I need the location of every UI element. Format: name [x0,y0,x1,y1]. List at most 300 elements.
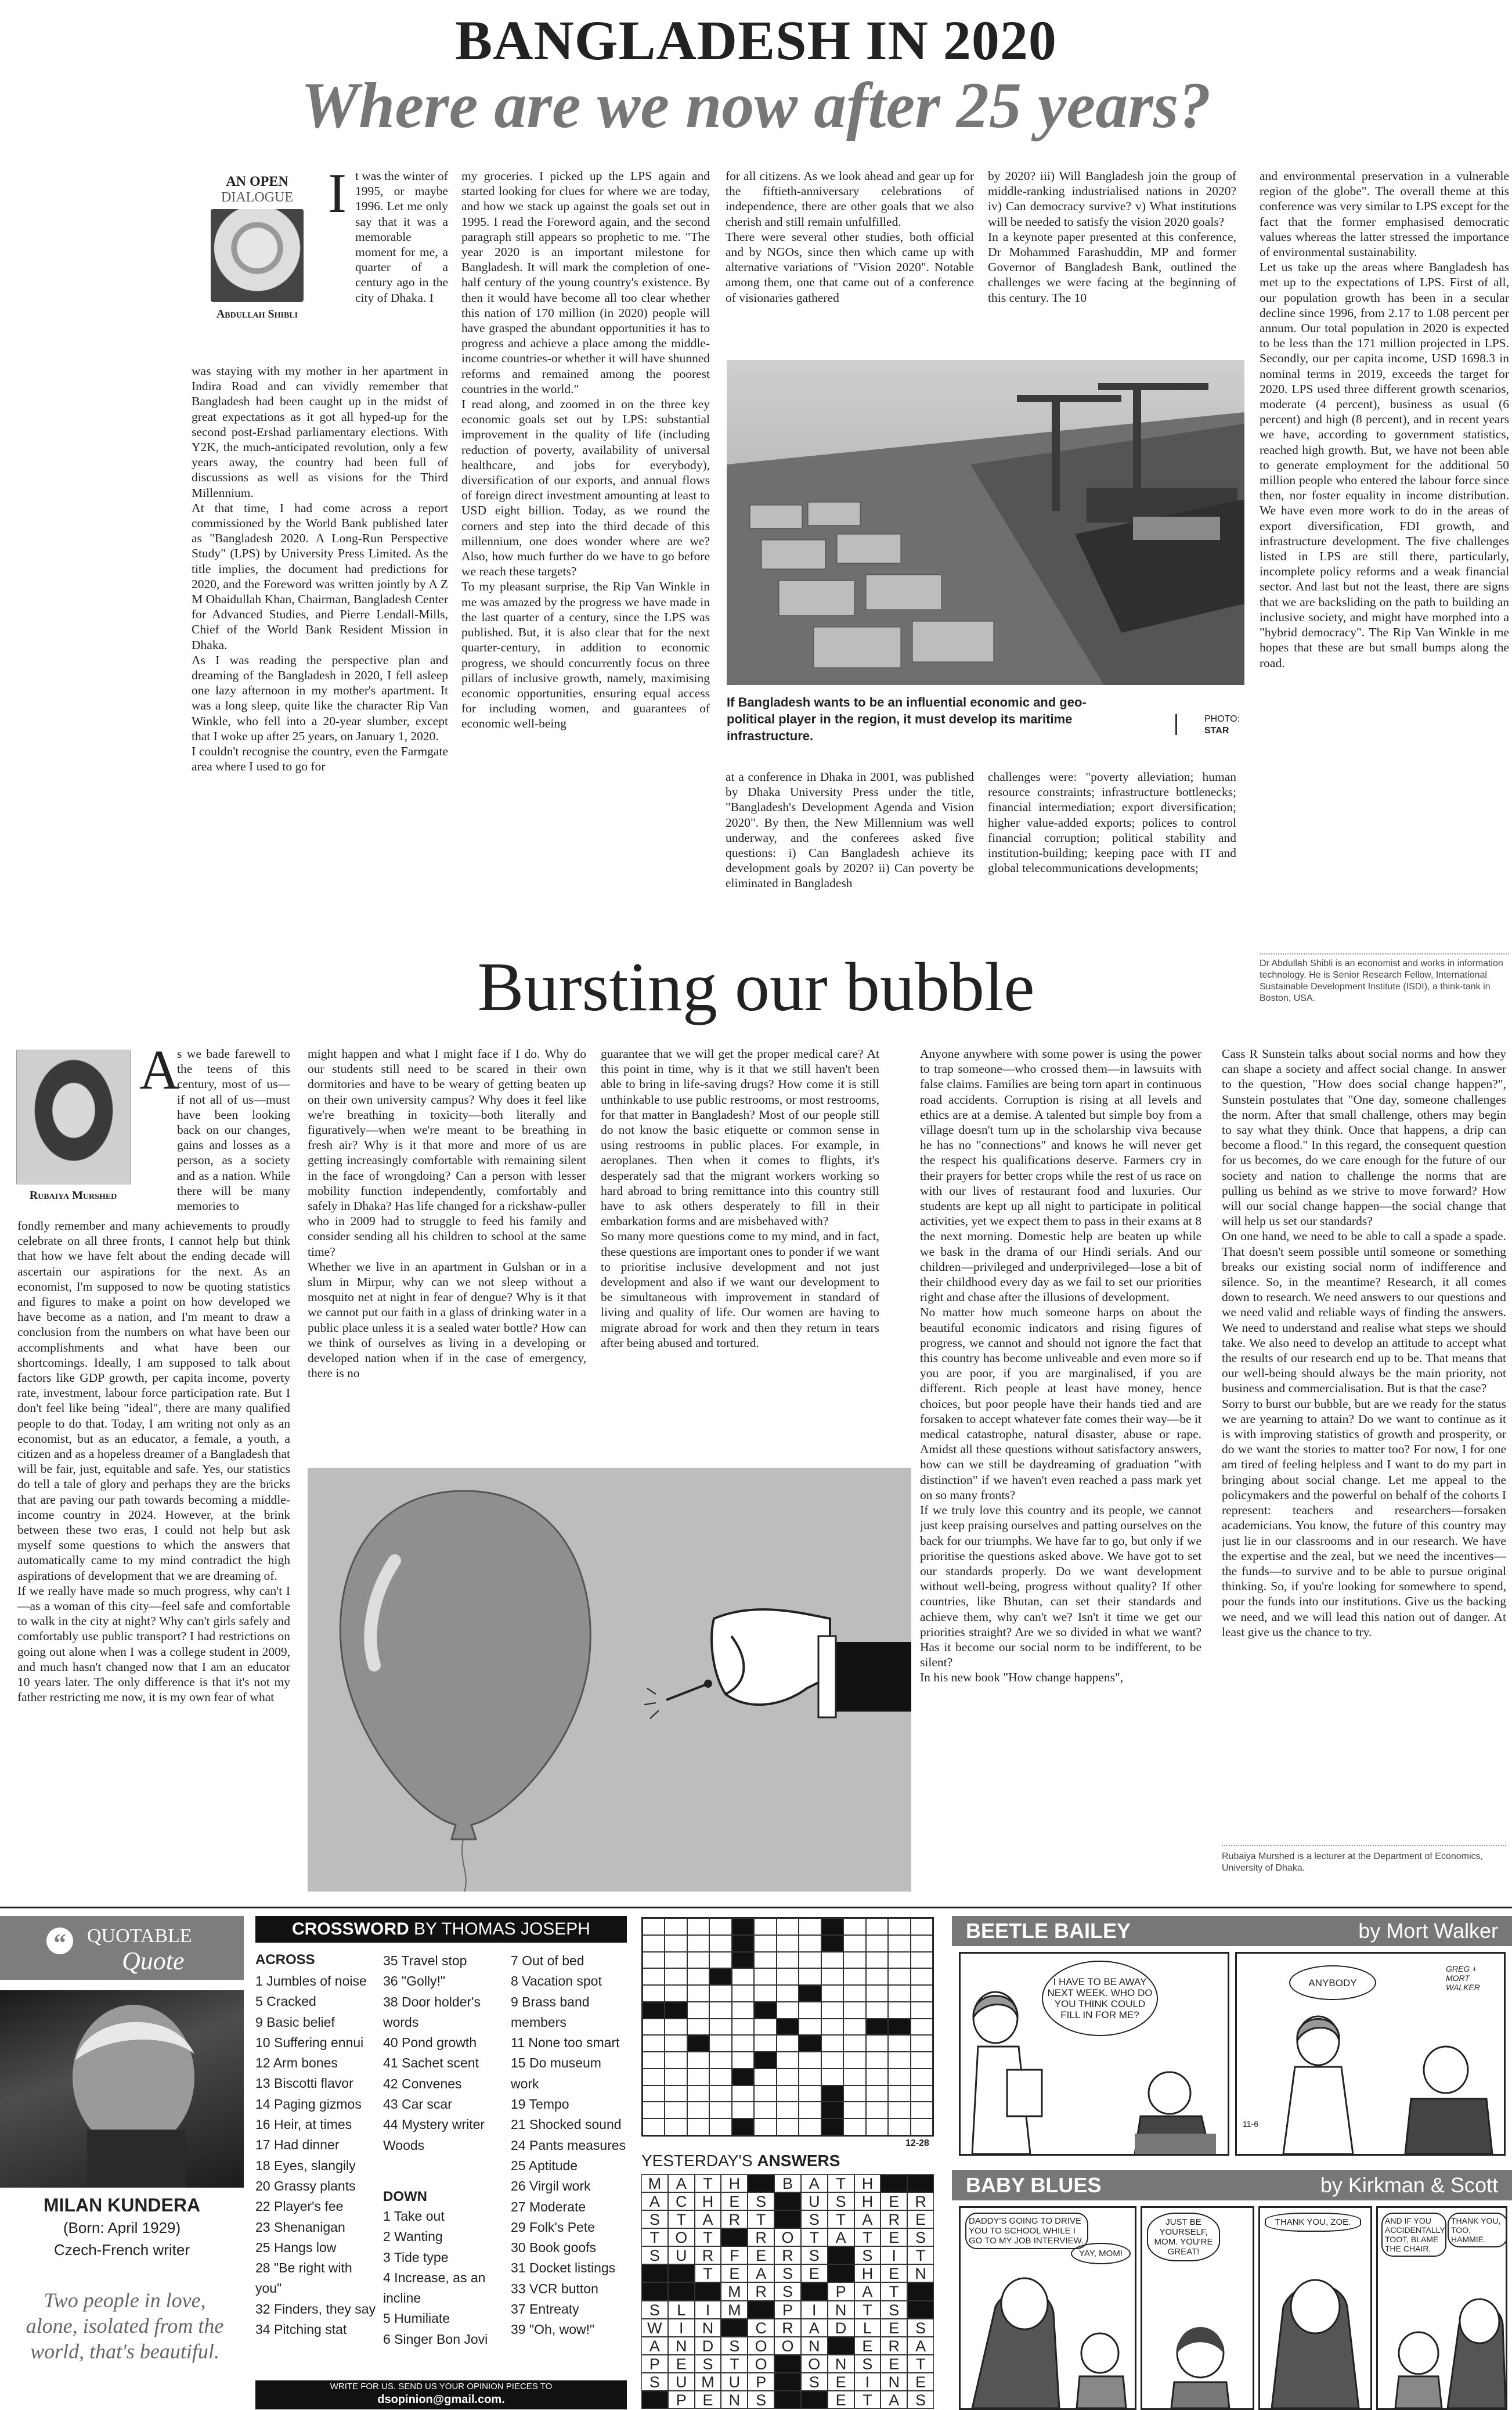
clue: 12 Arm bones [255,2055,338,2071]
answer-cell: D [828,2319,854,2337]
grid-cell[interactable] [821,2035,843,2052]
answer-cell: D [695,2337,721,2355]
answer-cell: N [828,2301,854,2319]
grid-cell[interactable] [799,1935,821,1952]
clue: 16 Heir, at times [255,2117,352,2132]
grid-cell[interactable] [777,2085,799,2102]
grid-cell[interactable] [866,1918,888,1935]
grid-cell[interactable] [643,1968,665,1985]
grid-cell[interactable] [821,1985,843,2002]
column-label-open: AN OPEN [226,174,288,189]
grid-cell[interactable] [777,2119,799,2135]
grid-cell[interactable] [799,2102,821,2119]
grid-cell[interactable] [643,2085,665,2102]
answer-cell: N [881,2373,907,2391]
grid-cell[interactable] [643,2035,665,2052]
down-label: DOWN [383,2189,427,2204]
grid-cell[interactable] [911,1968,933,1985]
grid-cell[interactable] [777,1935,799,1952]
answer-cell: O [668,2228,695,2246]
grid-cell[interactable] [643,2119,665,2135]
grid-cell[interactable] [777,1968,799,1985]
grid-cell[interactable] [866,2002,888,2019]
answers-grid [641,2174,934,2409]
answer-cell: A [854,2210,881,2228]
grid-cell[interactable] [799,2085,821,2102]
grid-cell[interactable] [777,2052,799,2069]
balloon-illustration [308,1468,911,1892]
grid-cell[interactable] [911,2085,933,2102]
grid-cell[interactable] [888,1952,910,1969]
grid-cell[interactable] [709,2002,731,2019]
answer-cell: T [721,2355,748,2373]
grid-cell[interactable] [888,1968,910,1985]
clue: 27 Moderate [511,2199,586,2214]
answer-cell: R [774,2246,801,2264]
grid-cell[interactable] [911,2002,933,2019]
clue: 17 Had dinner [255,2137,340,2153]
grid-cell[interactable] [821,2085,843,2102]
clue: 3 Tide type [383,2249,449,2265]
grid-cell[interactable] [687,2085,709,2102]
grid-cell[interactable] [843,1968,865,1985]
grid-cell[interactable] [643,2102,665,2119]
grid-cell[interactable] [754,2102,776,2119]
answer-cell [774,2391,801,2409]
grid-cell[interactable] [709,2019,731,2036]
grid-cell[interactable] [687,1935,709,1952]
bb-bubble-5: AND IF YOU ACCIDENTALLY TOOT, BLAME THE CHAIR. [1381,2213,1446,2257]
grid-cell[interactable] [866,2069,888,2085]
grid-cell[interactable] [687,2002,709,2019]
grid-cell[interactable] [777,2102,799,2119]
crossword-grid[interactable] [641,1917,934,2137]
clue: 28 "Be right with [255,2260,352,2276]
answer-cell: S [774,2282,801,2300]
grid-cell[interactable] [777,1985,799,2002]
answer-cell: L [668,2301,695,2319]
grid-cell[interactable] [777,1952,799,1969]
answer-cell: H [854,2174,881,2192]
clue: 39 "Oh, wow!" [511,2322,595,2337]
answer-cell: N [668,2337,695,2355]
grid-cell[interactable] [687,1968,709,1985]
answer-cell: S [774,2264,801,2282]
grid-cell[interactable] [732,2052,754,2069]
answer-cell: E [748,2246,774,2264]
grid-cell[interactable] [866,2085,888,2102]
answer-cell [774,2373,801,2391]
grid-cell[interactable] [732,2035,754,2052]
grid-cell[interactable] [732,1952,754,1969]
answer-cell [801,2282,828,2300]
grid-cell[interactable] [754,1918,776,1935]
article2-col5: Cass R Sunstein talks about social norms and how they can shape a society and affect social change. In answer to the question, "How does social change happen?", Sunstein postulates that "One day, someone challenges the norm. After that small challenge, others may begin to say what they think. Once that happens, a drip can become a flood." In this regard, the consequent question for us becomes, do we care enough for the future of our society and nation to challenge the norms that are pulling us behind as we strive to move forward? How will our social change happen—the social change that will help us set our standards? On one hand, we need to be able to call a spade a spade. That doesn't seem possible until someone or something breaks our existing social norm of indifference and silence. So, in the meantime? Research, it all comes down to research. We need answers to our questions and we need valid and reliable ways of finding the answers. We need to understand and realise what steps we should take. We also need to develop an attitude to accept what the results of our research end up to be. That means that our well-being should always be the main priority, not business and commercialisation. But is that the case? Sorry to burst our bubble, but are we ready for the status we are yearning to attain? Do we want to continue as it is with improving statistics of growth and prosperity, or do we want the stories to matter too? For now, I for one am tired of feeling helpless and I want to do my part in bringing about social change. Let me appeal to the policymakers and the powerful on behalf of the cohorts I represent: teachers and researchers—forsaken academicians. You know, the future of this country may just lie in our classrooms and in our research. We have the expertise and the zeal, but we need the incentives—the funds—to survive and to be able to pursue original thinking. So, if you're looking for somewhere to spend, pour the funds into our institutions. Give us the backing we need, and we will lead this nation out of danger. At least give us the chance to try. [1222,1047,1506,1639]
answer-cell: I [668,2319,695,2337]
grid-cell[interactable] [888,2102,910,2119]
quote-icon: “ [46,1928,73,1954]
grid-cell[interactable] [709,1935,731,1952]
article1-col2: my groceries. I picked up the LPS again and started looking for clues for where we are today, and how we stack up against the goals set out in 1995. I read the Foreword again, and the second paragraph still appears so prophetic to me. "The year 2020 is an important milestone for Bangladesh. It will mark the completion of one-half century of the young country's existence. By then it would have become all too clear whether this nation of 170 million (in 2020) people will have grasped the abundant opportunities it has to progress and achieve a place among the middle-income countries-or whether it will have shunned reforms and remained among the poorest countries in the world." I read along, and zoomed in on the three key economic goals set out by LPS: substantial improvement in the quality of life (including reduction of poverty, availability of universal healthcare, and jobs for everybody), diversification of our exports, and annual flows of foreign direct investment amounting at least to USD eight billion. Today, as we round the corners and step into the third decade of this millennium, one does wonder where are we? Also, how much further do we have to go before we reach these targets? To my pleasant surprise, the Rip Van Winkle in me was amazed by the progress we have made in the last quarter of a century, since the LPS was published. But, it is also clear that for the next quarter-century, in addition to economic progress, we should concurrently focus on three pillars of inclusive growth, namely, maximising economic opportunities, ensuring equal access for including women, and guarantees of economic well-being [461,169,710,731]
grid-cell[interactable] [866,2035,888,2052]
bb-art-4 [1378,2208,1506,2408]
answer-cell: T [828,2174,854,2192]
grid-cell[interactable] [732,1918,754,1935]
answer-cell: R [907,2192,934,2210]
grid-cell[interactable] [821,2102,843,2119]
answer-cell [828,2264,854,2282]
grid-cell[interactable] [843,2102,865,2119]
grid-cell[interactable] [911,2035,933,2052]
clue: 26 Virgil work [511,2178,591,2194]
grid-cell[interactable] [866,2102,888,2119]
grid-cell[interactable] [665,1918,687,1935]
grid-cell[interactable] [888,2085,910,2102]
grid-cell[interactable] [732,1968,754,1985]
answer-cell: A [748,2264,774,2282]
answer-cell: P [641,2355,668,2373]
grid-cell[interactable] [709,2119,731,2135]
grid-cell[interactable] [866,1968,888,1985]
grid-cell[interactable] [643,2002,665,2019]
article1-headline: BANGLADESH IN 2020 [455,9,1057,71]
grid-cell[interactable] [687,2119,709,2135]
grid-cell[interactable] [866,2119,888,2135]
clue: 32 Finders, they say [255,2301,376,2317]
answer-cell: S [641,2210,668,2228]
answer-cell: A [695,2210,721,2228]
beetle-author: by Mort Walker [1358,1919,1498,1943]
grid-cell[interactable] [754,2019,776,2036]
grid-cell[interactable] [687,1952,709,1969]
grid-cell[interactable] [821,2119,843,2135]
crossword-date: 12-28 [905,2138,929,2148]
grid-cell[interactable] [687,1918,709,1935]
grid-cell[interactable] [643,2069,665,2085]
grid-cell[interactable] [709,2085,731,2102]
grid-cell[interactable] [843,2052,865,2069]
grid-cell[interactable] [821,2002,843,2019]
grid-cell[interactable] [888,2069,910,2085]
grid-cell[interactable] [911,1952,933,1969]
grid-cell[interactable] [777,2002,799,2019]
answer-cell: N [695,2319,721,2337]
dropcap: I [328,162,347,224]
answer-cell: M [721,2282,748,2300]
answer-cell: S [641,2301,668,2319]
grid-cell[interactable] [732,1935,754,1952]
answer-cell: R [881,2210,907,2228]
grid-cell[interactable] [821,2052,843,2069]
grid-cell[interactable] [754,2002,776,2019]
answer-cell: S [854,2355,881,2373]
grid-cell[interactable] [911,1935,933,1952]
beetle-bubble-2: ANYBODY [1289,1965,1376,2000]
grid-cell[interactable] [665,2119,687,2135]
answer-cell: I [695,2301,721,2319]
submit-email: dsopinion@gmail.com. [377,2393,505,2406]
clue: 33 VCR button [511,2281,598,2296]
bb-bubble-2: YAY, MOM! [1071,2243,1131,2264]
grid-cell[interactable] [709,1968,731,1985]
grid-cell[interactable] [888,2052,910,2069]
grid-cell[interactable] [799,2035,821,2052]
clue: 8 Vacation spot [511,1973,602,1989]
grid-cell[interactable] [799,2019,821,2036]
grid-cell[interactable] [843,2002,865,2019]
clue: 1 Jumbles of noise [255,1973,367,1988]
babyblues-author: by Kirkman & Scott [1320,2173,1498,2197]
beetle-bubble-1: I HAVE TO BE AWAY NEXT WEEK. WHO DO YOU THINK COULD FILL IN FOR ME? [1042,1961,1158,2036]
answer-cell [668,2264,695,2282]
grid-cell[interactable] [888,2119,910,2135]
grid-cell[interactable] [821,2019,843,2036]
grid-cell[interactable] [732,1985,754,2002]
answer-cell: T [801,2228,828,2246]
grid-cell[interactable] [888,2035,910,2052]
answer-cell: U [668,2373,695,2391]
grid-cell[interactable] [799,2119,821,2135]
answer-cell: E [721,2264,748,2282]
answer-cell: E [695,2391,721,2409]
grid-cell[interactable] [799,1952,821,1969]
grid-cell[interactable] [665,1935,687,1952]
answer-cell: T [828,2210,854,2228]
clue: 25 Aptitude [511,2157,578,2173]
bb-art-1 [961,2208,1135,2408]
clue: 2 Wanting [383,2229,443,2245]
grid-cell[interactable] [843,2119,865,2135]
article2-author-name: Rubaiya Murshed [29,1189,117,1202]
grid-cell[interactable] [687,1985,709,2002]
grid-cell[interactable] [709,1918,731,1935]
answer-cell [641,2282,668,2300]
answer-cell: U [801,2192,828,2210]
answer-cell: N [801,2337,828,2355]
clue: 9 Brass band [511,1994,590,2009]
grid-cell[interactable] [732,2119,754,2135]
grid-cell[interactable] [643,2052,665,2069]
answer-cell: I [881,2246,907,2264]
quotable-header [0,1916,244,1980]
clue: you" [255,2281,282,2296]
grid-cell[interactable] [687,2102,709,2119]
photo-caption: If Bangladesh wants to be an influential economic and geo-political player in the region, it must develop its maritime infrastructure. [727,695,1087,743]
grid-cell[interactable] [687,2052,709,2069]
grid-cell[interactable] [888,1918,910,1935]
grid-cell[interactable] [754,1935,776,1952]
answer-cell [641,2391,668,2409]
grid-cell[interactable] [866,2052,888,2069]
grid-cell[interactable] [821,1918,843,1935]
grid-cell[interactable] [732,2069,754,2085]
answer-cell: S [748,2192,774,2210]
grid-cell[interactable] [665,1985,687,2002]
grid-cell[interactable] [866,1935,888,1952]
grid-cell[interactable] [643,1985,665,2002]
grid-cell[interactable] [732,2002,754,2019]
answer-cell: S [721,2337,748,2355]
clue: 10 Suffering ennui [255,2034,364,2050]
grid-cell[interactable] [754,2052,776,2069]
answer-cell: E [854,2337,881,2355]
bb-bubble-3: JUST BE YOURSELF, MOM. YOU'RE GREAT! [1147,2213,1220,2261]
grid-cell[interactable] [843,2069,865,2085]
grid-cell[interactable] [911,2052,933,2069]
clue: 4 Increase, as an [383,2269,486,2285]
grid-cell[interactable] [888,1985,910,2002]
grid-cell[interactable] [799,1968,821,1985]
grid-cell[interactable] [709,2069,731,2085]
grid-cell[interactable] [732,2085,754,2102]
grid-cell[interactable] [643,1935,665,1952]
grid-cell[interactable] [665,1968,687,1985]
grid-cell[interactable] [665,2002,687,2019]
answer-cell: N [828,2355,854,2373]
clue: Woods [383,2137,425,2153]
article2-col2: might happen and what I might face if I do. Why do our students still need to be scared in their own dormitories and have to be weary of getting beaten up on their own university campus? Why does it feel like we're breathing in toxicity—both literally and figuratively—when we're meant to be breathing in fresh air? Why is it that more and more of us are getting increasingly comfortable with remaining silent in the face of wrongdoing? Can a person with lesser mobility function independently, comfortably and safely in Dhaka? Has life changed for a rickshaw-puller who in 2009 had to struggle to feed his family and consider sending all his children to school at the same time? Whether we live in an apartment in Gulshan or in a slum in Mirpur, why can we not sleep without a mosquito net at night in fear of dengue? Why is it that we cannot put our faith in a glass of drinking water in a public place unless it is a sealed water bottle? How can we think of ourselves as living in a developing or developed nation when if in the case of emergency, there is no [308,1047,586,1381]
grid-cell[interactable] [843,2085,865,2102]
answer-cell: E [907,2210,934,2228]
answer-cell: E [881,2355,907,2373]
photo-credit: STAR [1204,726,1229,736]
answer-cell: T [695,2174,721,2192]
grid-cell[interactable] [754,2069,776,2085]
grid-cell[interactable] [843,1918,865,1935]
answer-cell: E [881,2264,907,2282]
grid-cell[interactable] [911,2019,933,2036]
clue: 21 Shocked sound [511,2117,622,2132]
grid-cell[interactable] [754,2085,776,2102]
grid-cell[interactable] [843,2035,865,2052]
clue: 14 Paging gizmos [255,2096,362,2112]
grid-cell[interactable] [866,1952,888,1969]
grid-cell[interactable] [843,1952,865,1969]
clue: 31 Docket listings [511,2260,616,2276]
answer-cell: S [907,2391,934,2409]
grid-cell[interactable] [754,1985,776,2002]
grid-cell[interactable] [843,1935,865,1952]
grid-cell[interactable] [754,1968,776,1985]
clue: 5 Humiliate [383,2311,450,2326]
clue: 35 Travel stop [383,1953,467,1968]
clue: 5 Cracked [255,1994,316,2009]
answer-cell: R [748,2228,774,2246]
grid-cell[interactable] [888,1935,910,1952]
grid-cell[interactable] [732,2019,754,2036]
grid-cell[interactable] [687,2035,709,2052]
answer-cell: C [668,2192,695,2210]
grid-cell[interactable] [799,1918,821,1935]
grid-cell[interactable] [709,1985,731,2002]
beetle-art-2 [1237,1954,1504,2154]
crossword-byline: BY THOMAS JOSEPH [409,1919,590,1939]
grid-cell[interactable] [777,2069,799,2085]
grid-cell[interactable] [911,2069,933,2085]
grid-cell[interactable] [866,1985,888,2002]
grid-cell[interactable] [665,2035,687,2052]
grid-cell[interactable] [643,1952,665,1969]
grid-cell[interactable] [754,1952,776,1969]
grid-cell[interactable] [687,2019,709,2036]
grid-cell[interactable] [709,2102,731,2119]
grid-cell[interactable] [821,1968,843,1985]
grid-cell[interactable] [643,2019,665,2036]
grid-cell[interactable] [709,1952,731,1969]
grid-cell[interactable] [665,1952,687,1969]
grid-cell[interactable] [732,2102,754,2119]
grid-cell[interactable] [911,1985,933,2002]
grid-cell[interactable] [754,2035,776,2052]
grid-cell[interactable] [777,1918,799,1935]
grid-cell[interactable] [888,2019,910,2036]
photo-credit-divider [1175,714,1177,735]
down-clues-col2 [383,2206,505,2350]
grid-cell[interactable] [687,2069,709,2085]
grid-cell[interactable] [821,1935,843,1952]
answer-cell [748,2174,774,2192]
grid-cell[interactable] [754,2119,776,2135]
answers-title-bold: ANSWERS [757,2152,840,2170]
grid-cell[interactable] [777,2019,799,2036]
clue: 30 Book goofs [511,2240,597,2256]
grid-cell[interactable] [665,2102,687,2119]
clue: 7 Out of bed [511,1953,584,1968]
answer-cell [907,2174,934,2192]
answer-cell: M [695,2373,721,2391]
answers-title [641,2152,840,2170]
grid-cell[interactable] [665,2069,687,2085]
grid-cell[interactable] [709,2035,731,2052]
babyblues-panel-2 [1141,2206,1254,2410]
clue: 6 Singer Bon Jovi [383,2331,488,2347]
grid-cell[interactable] [799,2069,821,2085]
grid-cell[interactable] [821,1952,843,1969]
grid-cell[interactable] [799,2002,821,2019]
grid-cell[interactable] [777,2035,799,2052]
grid-cell[interactable] [665,2052,687,2069]
clue: 29 Folk's Pete [511,2219,596,2235]
article2-col1-bottom: fondly remember and many achievements to proudly celebrate on all three fronts, I cannot help but think that how we have felt about the ending decade will ascertain our aspirations for the next. As an economist, I'm supposed to now be quoting statistics and figures to make a point on how developed we have become as a nation, and I'm meant to draw a conclusion from the numbers on what have been our accomplishments and what have been our shortcomings. Ideally, I am supposed to talk about factors like GDP growth, per capita income, poverty rate, investment, labour force participation rate. But I don't feel like being "ideal", there are many qualified people to do that. Today, I am writing not only as an economist, but as an educator, a female, a youth, a citizen and as a hopeless dreamer of a Bangladesh that will be fair, just, equitable and safe. Yes, our statistics do tell a tale of glory and perhaps they are the bricks that are paving our path towards becoming a middle-income country in 2024. However, at the brink between these two eras, I could not help but ask myself some questions to which the answers that automatically came to my mind contradict the high aspirations of development that we are dreaming of. If we really have made so much progress, why can't I—as a woman of this city—feel safe and comfortable to walk in the city at night? Why can't girls safely and comfortably use public transport? I had restrictions on going out alone when I was a college student in 2009, and much hasn't changed now that I am an educator 10 years later. The only difference is that it's not my father restricting me now, it is my own fear of what [17,1219,290,1705]
grid-cell[interactable] [799,1985,821,2002]
grid-cell[interactable] [643,1918,665,1935]
article2-headline: Bursting our bubble [477,948,1035,1025]
article1-col3-bottom: at a conference in Dhaka in 2001, was published by Dhaka University Press under the title, "Bangladesh's Development Agenda and Vision 2020". By then, the New Millennium was well underway, and the conferees asked five questions: i) Can Bangladesh achieve its development goals by 2020? ii) Can poverty be eliminated in Bangladesh [726,770,974,891]
article1-author-note: Dr Abdullah Shibli is an economist and works in information technology. He is Senior Research Fellow, International Sustainable Development Institute (ISDI), a think-tank in Boston, USA. [1260,959,1503,1003]
answer-cell: T [881,2282,907,2300]
grid-cell[interactable] [843,2019,865,2036]
answer-cell [748,2301,774,2319]
grid-cell[interactable] [799,2052,821,2069]
answer-cell: E [828,2373,854,2391]
answer-cell: L [854,2319,881,2337]
answer-cell: C [748,2319,774,2337]
grid-cell[interactable] [866,2019,888,2036]
grid-cell[interactable] [911,2119,933,2135]
answer-cell: E [721,2192,748,2210]
grid-cell[interactable] [665,2085,687,2102]
grid-cell[interactable] [665,2019,687,2036]
babyblues-panel-1 [959,2206,1136,2410]
grid-cell[interactable] [888,2002,910,2019]
grid-cell[interactable] [709,2052,731,2069]
grid-cell[interactable] [843,1985,865,2002]
answer-cell: A [641,2192,668,2210]
clue: 24 Pants measures [511,2137,626,2153]
grid-cell[interactable] [911,1918,933,1935]
grid-cell[interactable] [821,2069,843,2085]
grid-cell[interactable] [911,2102,933,2119]
